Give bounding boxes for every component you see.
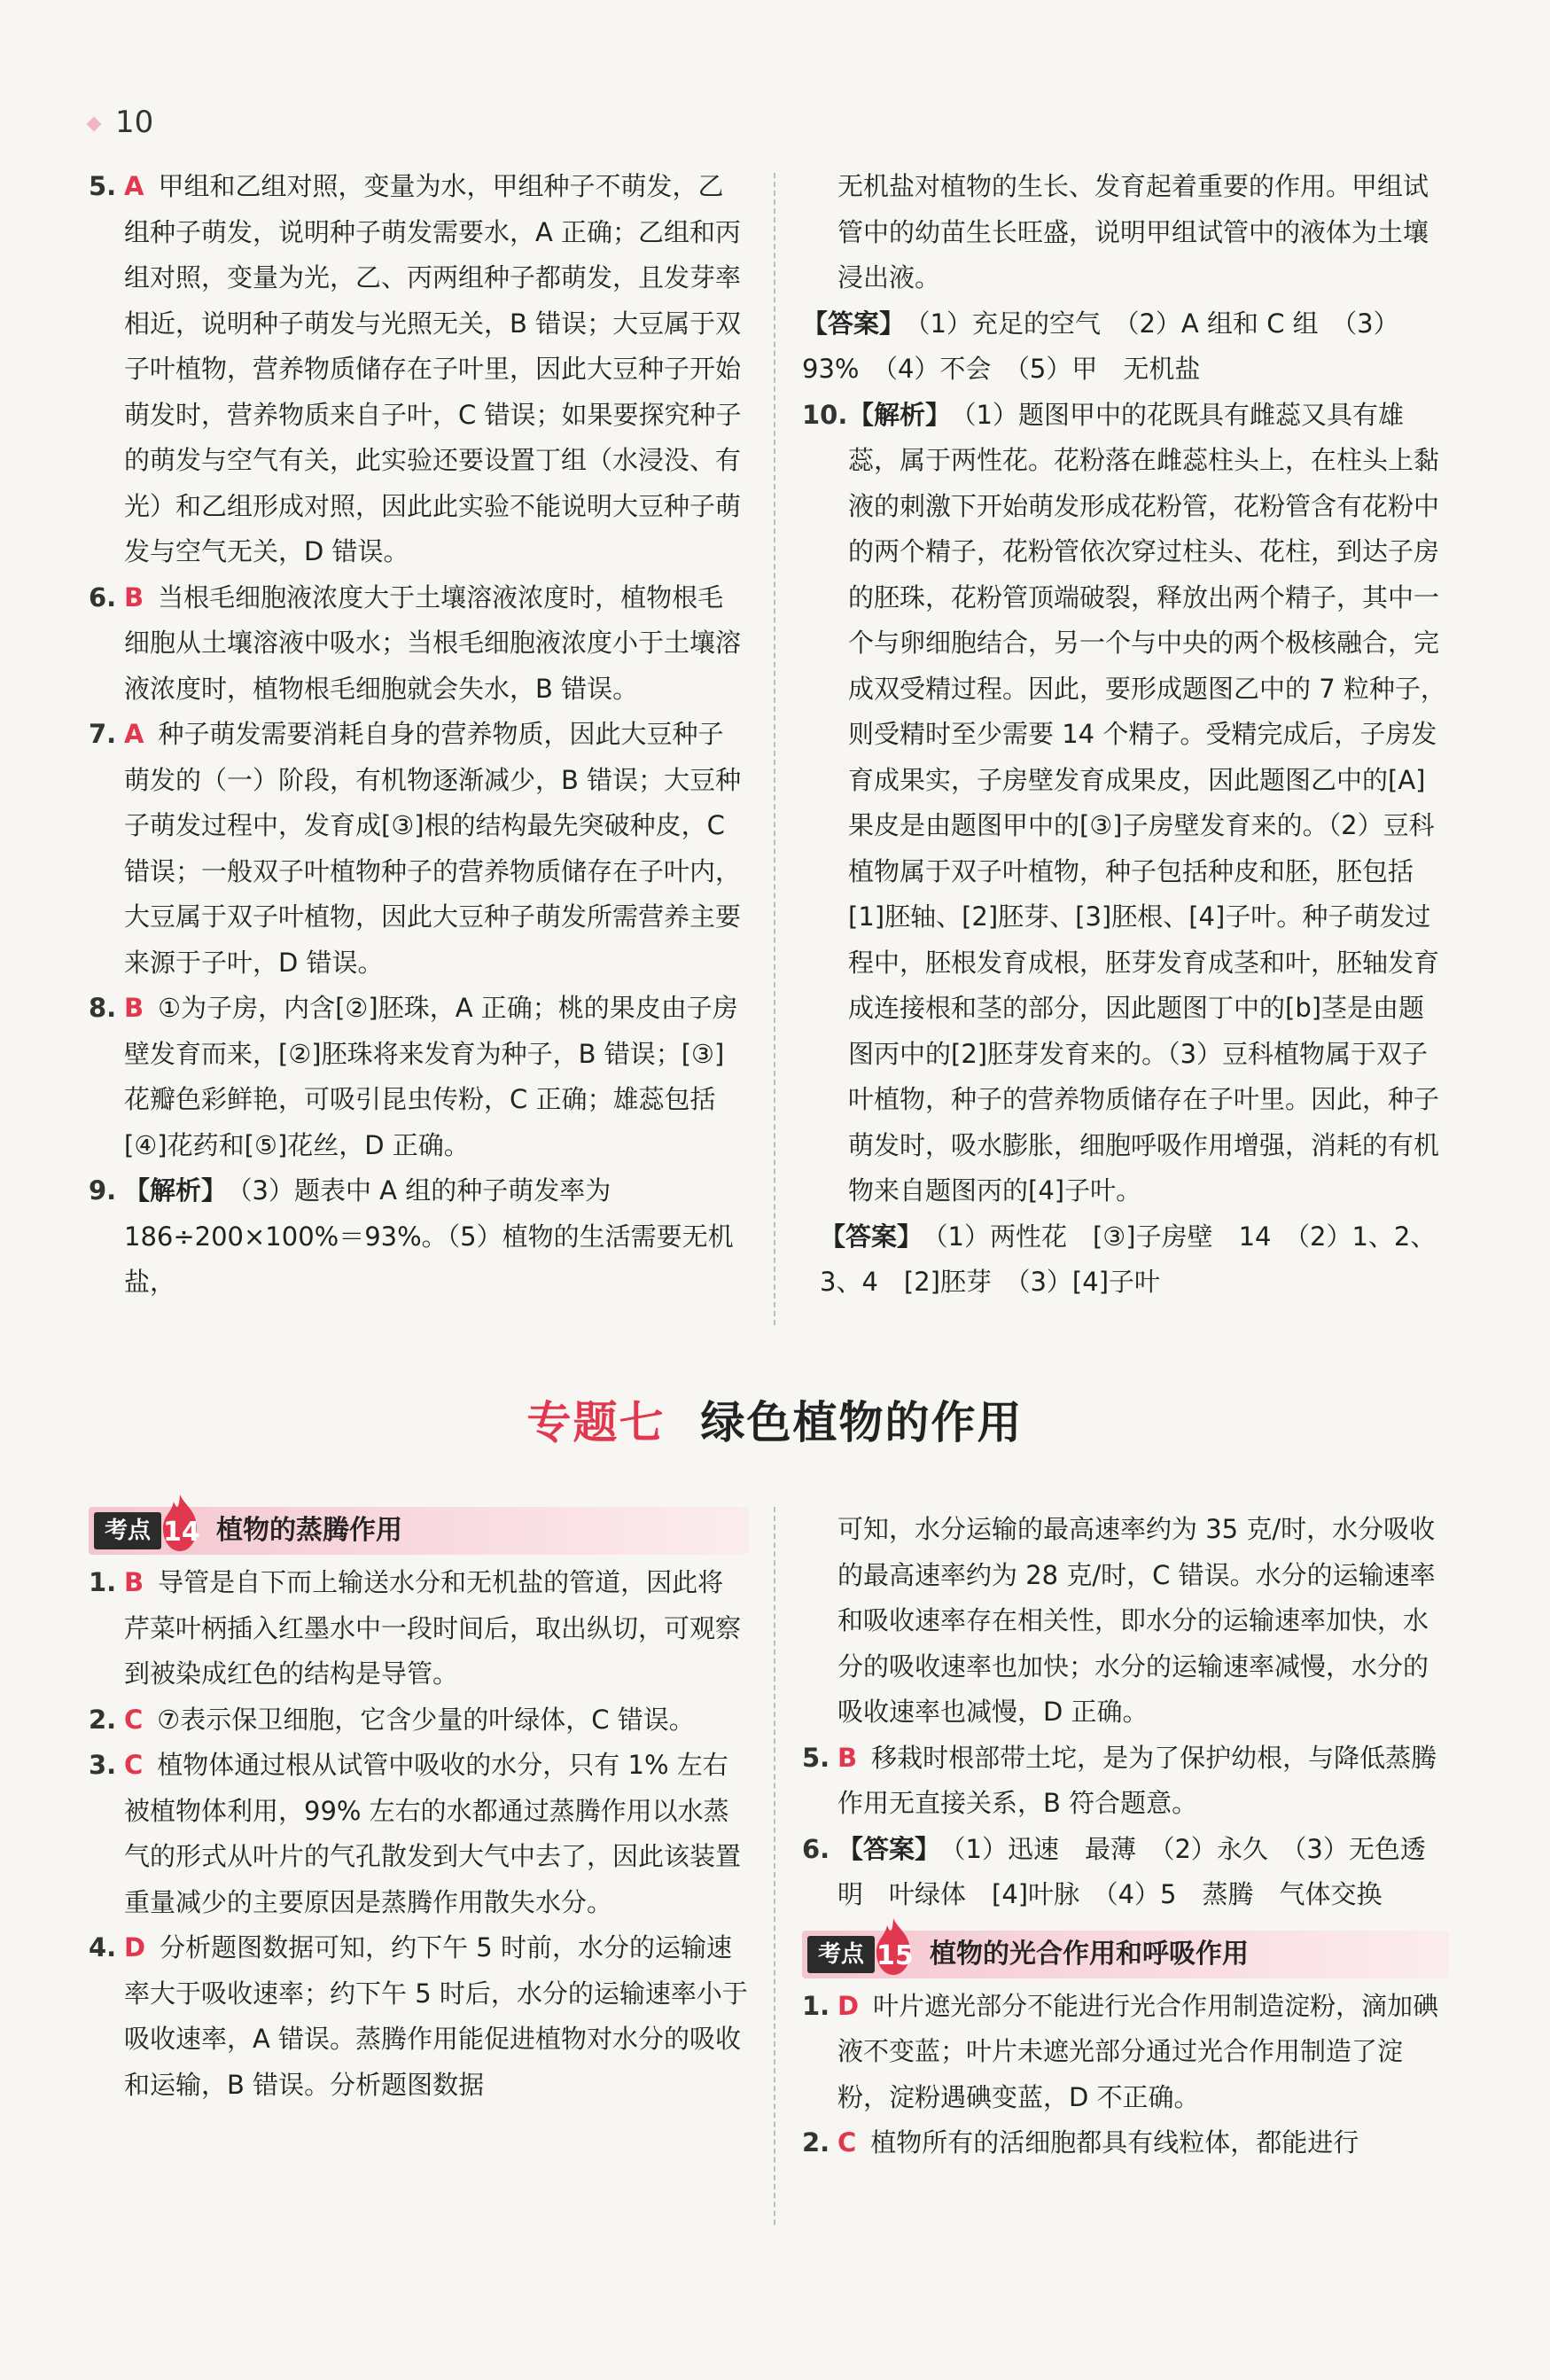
section-title: 专题七 绿色植物的作用 bbox=[526, 1397, 1024, 1448]
answer-item: 10. 【解析】 （1）题图甲中的花既具有雌蕊又具有雄蕊，属于两性花。花粉落在雌蕊柱头上，在柱头上黏液的刺激下开始萌发形成花粉管，花粉管含有花粉中的两个精子，花粉管依次穿过柱头、花柱，到达子房的胚珠，花粉管顶端破裂，释放出两个精子，其中一个与卵细胞结合，另一个与中央的两个极核融合，完成双受精过程。因此，要形成题图乙中的 7 粒种子，则受精时至少需要 14 个精子。受精完成后，子房发育成果实，子房壁发育成果皮，因此题图乙中的[A]果皮是由题图甲中的[③]子房壁发育来的。（2）豆科植物属于双子叶植物，种子包括种皮和胚，胚包括[1]胚轴、[2]胚芽、[3]胚根、[4]子叶。种子萌发过程中，胚根发育成根，胚芽发育成茎和叶，胚轴发育成连接根和茎的部分，因此题图丁中的[b]茎是由题图丙中的[2]胚芽发育来的。（3）豆科植物属于双子叶植物，种子的营养物质储存在子叶里。因此，种子萌发时，吸水膨胀，细胞呼吸作用增强，消耗的有机物来自题图丙的[4]子叶。 bbox=[802, 399, 1446, 1206]
column-divider bbox=[774, 173, 775, 1325]
kaodian-badge: 考点 bbox=[94, 1512, 161, 1549]
answer-item: 6. 【答案】 （1）迅速 最薄 （2）永久 （3）无色透明 叶绿体 [4]叶脉 （4）5 蒸腾 气体交换 bbox=[802, 1833, 1426, 1909]
answer-item: 1. B 导管是自下而上输送水分和无机盐的管道，因此将芹菜叶柄插入红墨水中一段时间后，取出纵切，可观察到被染成红色的结构是导管。 bbox=[89, 1567, 742, 1689]
answer-item: 5. B 移栽时根部带土坨，是为了保护幼根，与降低蒸腾作用无直接关系，B 符合题意。 bbox=[802, 1742, 1437, 1818]
kaodian-banner bbox=[802, 1931, 1449, 1978]
answer-item: 2. C ⑦表示保卫细胞，它含少量的叶绿体，C 错误。 bbox=[89, 1704, 695, 1735]
continuation-text: 可知，水分运输的最高速率约为 35 克/时，水分吸收的最高速率约为 28 克/时，C 错误。水分的运输速率和吸收速率存在相关性，即水分的运输速率加快，水分的吸收速率也加快；水分的运输速率减慢，水分的吸收速率也减慢，D 正确。 bbox=[837, 1514, 1436, 1727]
answer-item: 5. A 甲组和乙组对照，变量为水，甲组种子不萌发，乙组种子萌发，说明种子萌发需要水，A 正确；乙组和丙组对照，变量为光，乙、丙两组种子都萌发，且发芽率相近，说明种子萌发与光照无关，B 错误；大豆属于双子叶植物，营养物质储存在子叶里，因此大豆种子开始萌发时，营养物质来自子叶，C 错误；如果要探究种子的萌发与空气有关，此实验还要设置丁组（水浸没、有光）和乙组形成对照，因此此实验不能说明大豆种子萌发与空气无关，D 错误。 bbox=[89, 171, 742, 566]
kaodian-number: 14 bbox=[163, 1517, 200, 1548]
answer-item: 1. D 叶片遮光部分不能进行光合作用制造淀粉，滴加碘液不变蓝；叶片未遮光部分通过光合作用制造了淀粉，淀粉遇碘变蓝，D 不正确。 bbox=[802, 1990, 1439, 2112]
top-right-column bbox=[802, 164, 1449, 1306]
top-left-column bbox=[89, 164, 749, 1306]
answer-item: 3. C 植物体通过根从试管中吸收的水分，只有 1% 左右被植物体利用，99% 左右的水都通过蒸腾作用以水蒸气的形式从叶片的气孔散发到大气中去了，因此该装置重量减少的主要原因是蒸腾作用散失水分。 bbox=[89, 1750, 742, 1917]
answer-item: 6. B 当根毛细胞液浓度大于土壤溶液浓度时，植物根毛细胞从土壤溶液中吸水；当根毛细胞液浓度小于土壤溶液浓度时，植物根毛细胞就会失水，B 错误。 bbox=[89, 581, 742, 704]
continuation-text: 无机盐对植物的生长、发育起着重要的作用。甲组试管中的幼苗生长旺盛，说明甲组试管中的液体为土壤浸出液。 bbox=[837, 171, 1429, 293]
answer-item: 4. D 分析题图数据可知，约下午 5 时前，水分的运输速率大于吸收速率；约下午 5 时后，水分的运输速率小于吸收速率，A 错误。蒸腾作用能促进植物对水分的吸收和运输，B 错误。分析题图数据 bbox=[89, 1932, 748, 2100]
kaodian-badge: 考点 bbox=[807, 1936, 875, 1973]
column-divider bbox=[774, 1507, 775, 2225]
kaodian-title: 植物的光合作用和呼吸作用 bbox=[930, 1938, 1249, 1970]
answer-line: 【答案】 （1）充足的空气 （2）A 组和 C 组 （3）93% （4）不会 （5）甲 无机盐 bbox=[802, 308, 1399, 384]
diamond-icon bbox=[87, 116, 102, 131]
page-number: 10 bbox=[89, 105, 153, 140]
kaodian-number: 15 bbox=[876, 1939, 914, 1971]
bottom-left-column bbox=[89, 1507, 749, 2108]
kaodian-banner bbox=[89, 1507, 749, 1555]
kaodian-title: 植物的蒸腾作用 bbox=[216, 1515, 402, 1546]
answer-item: 8. B ①为子房，内含[②]胚珠，A 正确；桃的果皮由子房壁发育而来，[②]胚珠将来发育为种子，B 错误；[③]花瓣色彩鲜艳，可吸引昆虫传粉，C 正确；雄蕊包括[④]花药和[⑤]花丝，D 正确。 bbox=[89, 993, 738, 1160]
answer-item: 2. C 植物所有的活细胞都具有线粒体，都能进行 bbox=[802, 2127, 1359, 2158]
answer-item: 9. 【解析】 （3）题表中 A 组的种子萌发率为 186÷200×100%＝93%。（5）植物的生活需要无机盐， bbox=[89, 1175, 734, 1297]
answer-item: 7. A 种子萌发需要消耗自身的营养物质，因此大豆种子萌发的（一）阶段，有机物逐渐减少，B 错误；大豆种子萌发过程中，发育成[③]根的结构最先突破种皮，C 错误；一般双子叶植物种子的营养物质储存在子叶内，大豆属于双子叶植物，因此大豆种子萌发所需营养主要来源于子叶，D 错误。 bbox=[89, 719, 742, 978]
answer-line: 【答案】 （1）两性花 [③]子房壁 14 （2）1、2、3、4 [2]胚芽 （3）[4]子叶 bbox=[820, 1221, 1437, 1297]
bottom-right-column bbox=[802, 1507, 1449, 2166]
